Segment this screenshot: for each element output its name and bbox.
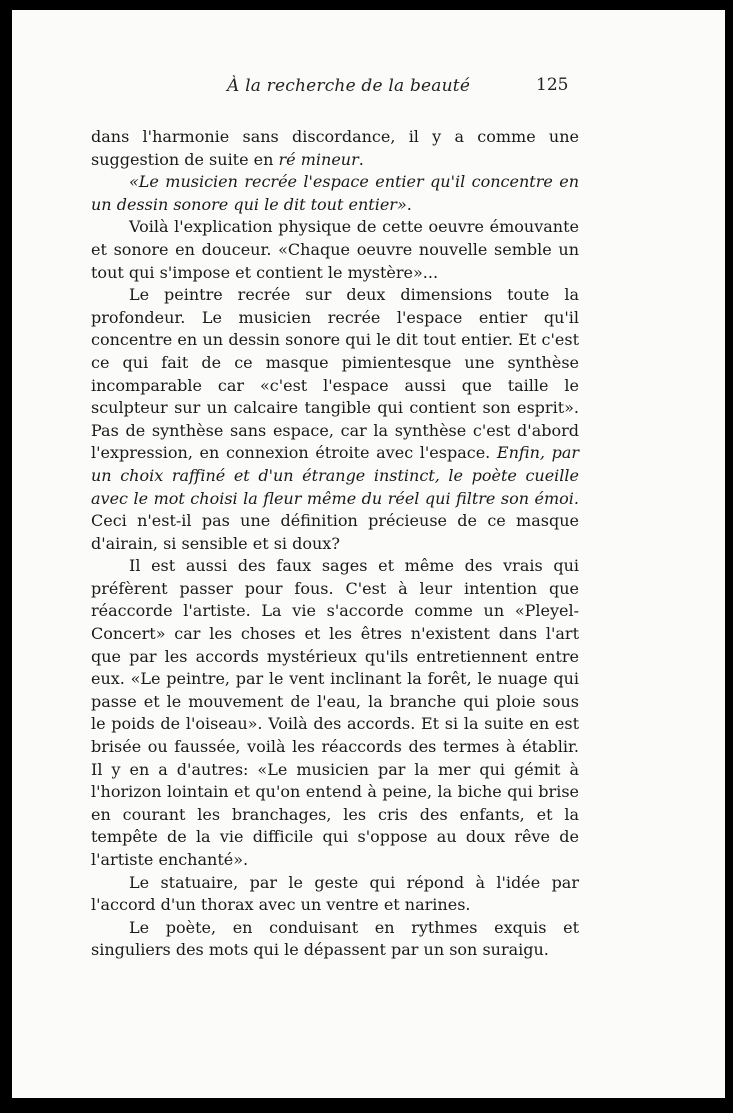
text-segment: Voilà l'explication physique de cette oeuvre émouvante et sonore en douceur. «Chaque oeuvre nouvelle semble un tout qui s'impose et contient le mystère»... (91, 217, 579, 282)
text-segment-italic: ré mineur (278, 149, 359, 169)
paragraph (91, 171, 579, 216)
paragraph (91, 216, 579, 284)
text-segment: . (406, 194, 412, 214)
text-segment: . (358, 149, 364, 169)
running-title: À la recherche de la beauté (227, 76, 471, 96)
page-number: 125 (536, 75, 569, 95)
text-segment-italic: Enfin, par un choix raffiné et d'un étrange instinct, le poète cueille avec le mot choisi la fleur même du réel qui filtre son émoi. (91, 443, 580, 508)
text-segment-italic: «Le musicien recrée l'espace entier qu'il concentre en un dessin sonore qui le dit tout entier» (91, 172, 579, 214)
text-segment: Ceci n'est-il pas une définition précieuse de ce masque d'airain, si sensible et si doux? (91, 511, 579, 553)
paragraph (91, 917, 579, 962)
paragraph (91, 555, 579, 871)
text-segment: Le poète, en conduisant en rythmes exquis et singuliers des mots qui le dépassent par un son suraigu. (91, 917, 579, 960)
body-text (91, 126, 579, 962)
text-segment: Le statuaire, par le geste qui répond à l'idée par l'accord d'un thorax avec un ventre et narines. (91, 872, 579, 915)
page-header (12, 72, 725, 102)
paragraph (91, 284, 579, 555)
book-page (12, 10, 725, 1098)
text-segment: dans l'harmonie sans discordance, il y a comme une suggestion de suite en (91, 127, 579, 169)
text-segment: Le peintre recrée sur deux dimensions toute la profondeur. Le musicien recrée l'espace entier qu'il concentre en un dessin sonore qui le dit tout entier. Et c'est ce qui fait de ce masque pimientesque une synthèse incomparable car «c'est l'espace aussi que taille le sculpteur sur un calcaire tangible qui contient son esprit». Pas de synthèse sans espace, car la synthèse c'est d'abord l'expression, en connexion étroite avec l'espace. (91, 285, 579, 463)
paragraph (91, 126, 579, 171)
text-segment: Il est aussi des faux sages et même des vrais qui préfèrent passer pour fous. C'est à leur intention que réaccorde l'artiste. La vie s'accorde comme un «Pleyel-Concert» car les choses et les êtres n'existent dans l'art que par les accords mystérieux qu'ils entretiennent entre eux. «Le peintre, par le vent inclinant la forêt, le nuage qui passe et le mouvement de l'eau, la branche qui ploie sous le poids de l'oiseau». Voilà des accords. Et si la suite en est brisée ou faussée, voilà les réaccords des termes à établir. Il y en a d'autres: «Le musicien par la mer qui gémit à l'horizon lointain et qu'on entend à peine, la biche qui brise en courant les branchages, les cris des enfants, et la tempête de la vie difficile qui s'oppose au doux rêve de l'artiste enchanté». (91, 556, 579, 869)
paragraph (91, 872, 579, 917)
